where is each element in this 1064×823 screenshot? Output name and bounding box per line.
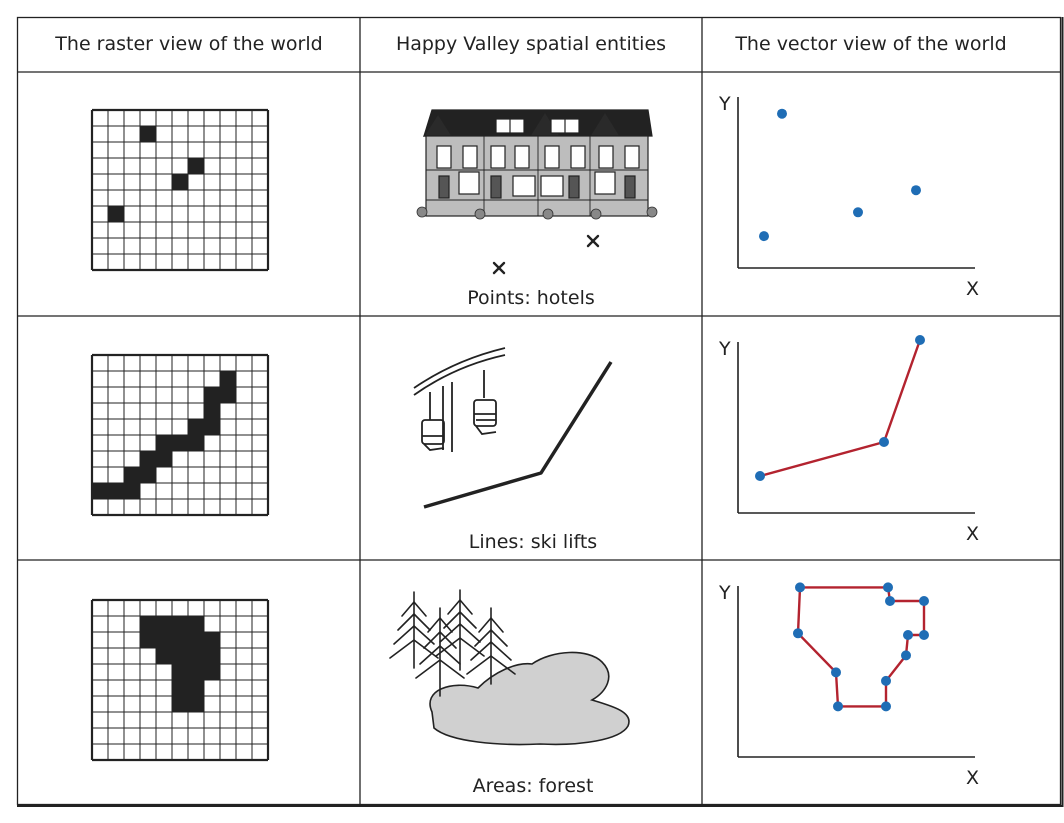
- raster-filled-cell: [172, 664, 188, 680]
- header-raster: The raster view of the world: [55, 33, 323, 55]
- raster-filled-cell: [204, 419, 220, 435]
- raster-grid-points: [92, 110, 268, 270]
- header-entities: Happy Valley spatial entities: [395, 33, 667, 55]
- vector-point: [759, 231, 769, 241]
- raster-filled-cell: [204, 664, 220, 680]
- raster-filled-cell: [156, 435, 172, 451]
- caption-points: Points: hotels: [467, 287, 595, 309]
- raster-grid-areas: [92, 600, 268, 760]
- raster-filled-cell: [188, 435, 204, 451]
- raster-filled-cell: [204, 648, 220, 664]
- vector-vertex: [903, 630, 913, 640]
- vector-vertex: [885, 596, 895, 606]
- raster-filled-cell: [188, 648, 204, 664]
- hotel-marker-1: [588, 236, 598, 246]
- vector-vertex: [919, 630, 929, 640]
- y-axis-label: Y: [719, 93, 731, 115]
- vector-polygon: [798, 587, 924, 706]
- hotel-marker-2: [494, 263, 504, 273]
- raster-filled-cell: [172, 174, 188, 190]
- hotel-building-illustration: [417, 110, 657, 219]
- raster-filled-cell: [172, 680, 188, 696]
- tree-3: [436, 590, 484, 670]
- x-axis-label: X: [966, 523, 980, 545]
- raster-filled-cell: [220, 387, 236, 403]
- raster-filled-cell: [92, 483, 108, 499]
- raster-filled-cell: [108, 206, 124, 222]
- raster-filled-cell: [140, 451, 156, 467]
- raster-filled-cell: [156, 451, 172, 467]
- vector-vertex: [833, 701, 843, 711]
- raster-filled-cell: [172, 616, 188, 632]
- raster-filled-cell: [172, 435, 188, 451]
- vector-vertex: [919, 596, 929, 606]
- chair-2: [474, 400, 496, 434]
- vector-vertex: [755, 471, 765, 481]
- vector-point: [853, 207, 863, 217]
- raster-filled-cell: [140, 126, 156, 142]
- y-axis-label: Y: [719, 338, 731, 360]
- raster-filled-cell: [108, 483, 124, 499]
- y-axis-label: Y: [719, 582, 731, 604]
- vector-vertex: [879, 437, 889, 447]
- raster-filled-cell: [172, 648, 188, 664]
- vector-point: [911, 185, 921, 195]
- raster-filled-cell: [188, 664, 204, 680]
- vector-vertex: [881, 701, 891, 711]
- hotel-markers: [494, 236, 598, 273]
- vector-plot-points: [718, 93, 979, 300]
- vector-plot-areas: [718, 582, 979, 789]
- raster-filled-cell: [140, 616, 156, 632]
- raster-filled-cell: [156, 632, 172, 648]
- caption-areas: Areas: forest: [472, 775, 594, 797]
- vector-plot-lines: [718, 335, 979, 545]
- raster-filled-cell: [204, 403, 220, 419]
- chair-1: [422, 420, 444, 450]
- vector-vertex: [901, 650, 911, 660]
- raster-filled-cell: [124, 483, 140, 499]
- raster-filled-cell: [156, 648, 172, 664]
- raster-grid-lines: [92, 355, 268, 515]
- raster-filled-cell: [188, 632, 204, 648]
- raster-filled-cell: [188, 696, 204, 712]
- raster-filled-cell: [188, 680, 204, 696]
- vector-vertex: [831, 667, 841, 677]
- ski-lift-illustration: [414, 348, 505, 452]
- raster-filled-cell: [124, 467, 140, 483]
- raster-filled-cell: [204, 387, 220, 403]
- vector-vertex: [881, 676, 891, 686]
- vector-vertex: [915, 335, 925, 345]
- caption-lines: Lines: ski lifts: [468, 531, 598, 553]
- raster-filled-cell: [156, 616, 172, 632]
- raster-filled-cell: [140, 467, 156, 483]
- vector-line: [760, 340, 920, 476]
- tree-1: [390, 592, 438, 668]
- raster-filled-cell: [172, 632, 188, 648]
- raster-filled-cell: [220, 371, 236, 387]
- vector-point: [777, 109, 787, 119]
- raster-filled-cell: [188, 419, 204, 435]
- vector-vertex: [795, 582, 805, 592]
- raster-filled-cell: [188, 616, 204, 632]
- raster-filled-cell: [188, 158, 204, 174]
- raster-filled-cell: [204, 632, 220, 648]
- raster-filled-cell: [172, 696, 188, 712]
- raster-filled-cell: [140, 632, 156, 648]
- x-axis-label: X: [966, 278, 980, 300]
- x-axis-label: X: [966, 767, 980, 789]
- vector-vertex: [883, 582, 893, 592]
- header-vector: The vector view of the world: [735, 33, 1007, 55]
- vector-vertex: [793, 628, 803, 638]
